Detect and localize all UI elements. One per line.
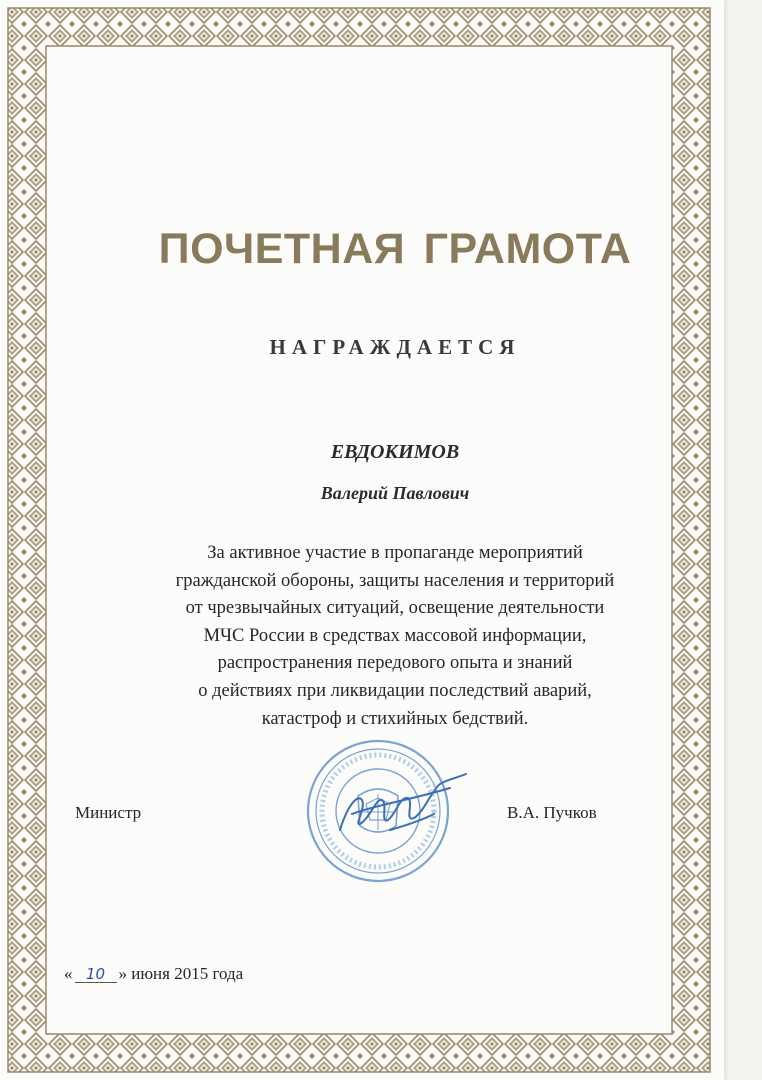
date-day: 10	[75, 966, 117, 983]
date-month-year: июня 2015 года	[131, 964, 244, 983]
signatory-name: В.А. Пучков	[507, 803, 597, 822]
date-close-quote: »	[118, 964, 127, 983]
signatory-role: Министр	[75, 803, 142, 822]
citation-line: распространения передового опыта и знаний	[217, 653, 573, 674]
citation-line: За активное участие в пропаганде мероприятий	[207, 543, 583, 563]
certificate-title: ПОЧЕТНАЯ ГРАМОТА	[158, 225, 632, 273]
citation-text	[40, 540, 750, 733]
issue-date	[64, 964, 243, 984]
date-open-quote: «	[64, 964, 73, 983]
citation-line: МЧС России в средствах массовой информации,	[203, 625, 587, 646]
official-seal-stamp	[300, 734, 480, 884]
citation-line: гражданской обороны, защиты населения и территорий	[175, 570, 615, 591]
citation-line: от чрезвычайных ситуаций, освещение деятельности	[185, 598, 605, 619]
recipient-surname: ЕВДОКИМОВ	[330, 441, 460, 463]
citation-line: о действиях при ликвидации последствий аварий,	[198, 680, 592, 701]
citation-line: катастроф и стихийных бедствий.	[261, 708, 529, 729]
awarded-label: НАГРАЖДАЕТСЯ	[269, 335, 521, 359]
recipient-given-names: Валерий Павлович	[320, 483, 470, 503]
